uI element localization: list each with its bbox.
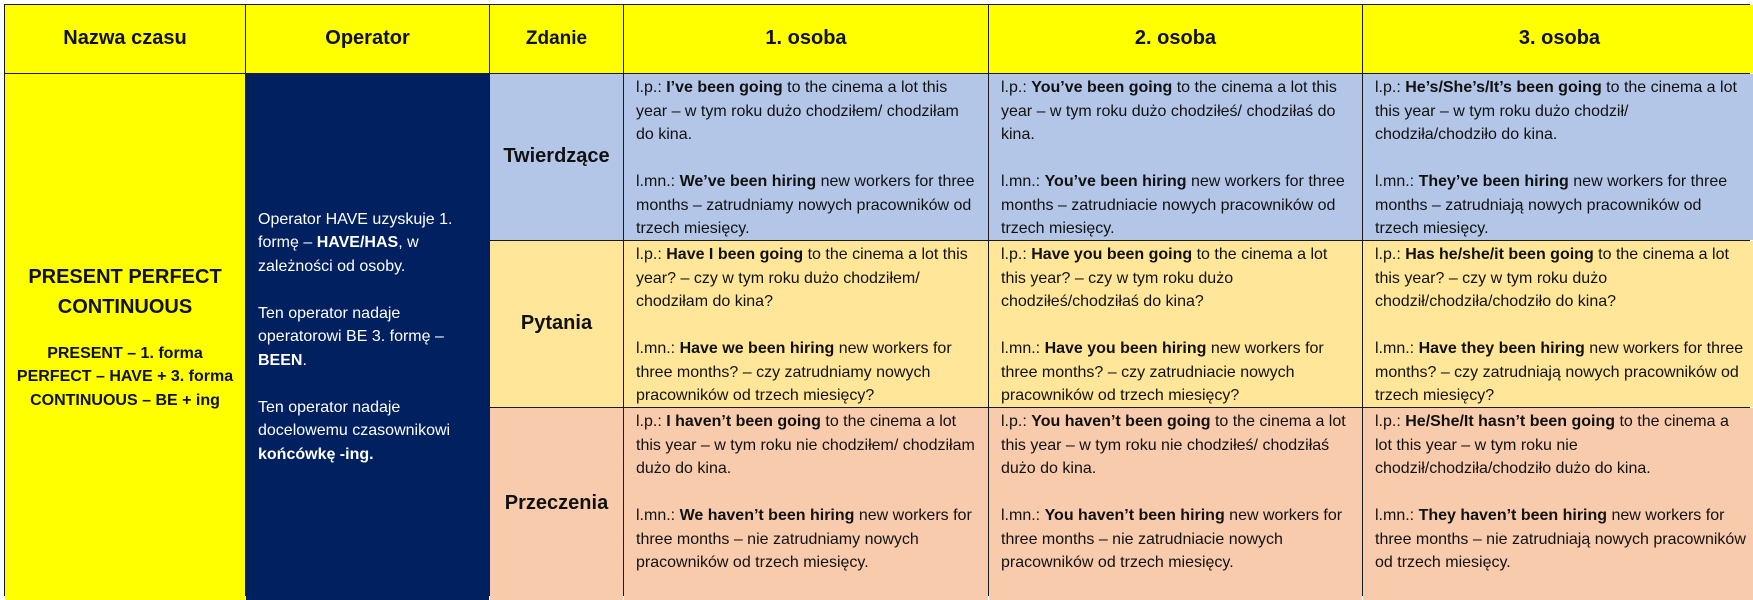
example-plural [1001, 337, 1352, 407]
plural-verb: They’ve been hiring [1418, 173, 1569, 190]
plural-label: l.mn.: [1001, 173, 1045, 190]
tense-title-line2: CONTINUOUS [57, 295, 193, 318]
plural-label: l.mn.: [636, 507, 680, 524]
header-first-person: 1. osoba [624, 5, 988, 73]
singular-verb: I’ve been going [666, 79, 783, 96]
tense-name-cell [5, 74, 245, 600]
singular-label: l.p.: [636, 246, 667, 263]
operator-note-1-text: Operator HAVE uzyskuje 1. formę – [258, 210, 453, 252]
singular-label: l.p.: [1001, 79, 1032, 96]
header-third-person: 3. osoba [1363, 5, 1753, 73]
example-singular [1375, 243, 1746, 314]
plural-verb: Have we been hiring [679, 340, 835, 357]
singular-rest: to the cinema a lot this year – w tym roku nie chodziłeś/ chodziłaś dużo do kina. [1001, 413, 1346, 477]
header-second-person: 2. osoba [989, 5, 1362, 73]
header-tense-name: Nazwa czasu [5, 5, 245, 73]
plural-label: l.mn.: [636, 173, 680, 190]
plural-label: l.mn.: [1375, 340, 1419, 357]
example-singular [1001, 410, 1352, 481]
operator-note-1-end: , w zależności od osoby. [258, 234, 419, 275]
header-sentence: Zdanie [490, 5, 623, 73]
tense-formula [17, 342, 233, 413]
singular-label: l.p.: [636, 413, 667, 430]
example-singular [636, 410, 978, 481]
singular-label: l.p.: [1001, 413, 1032, 430]
operator-note-3-bold: końcówkę -ing. [258, 445, 374, 463]
row-type-questions: Pytania [490, 241, 623, 407]
singular-rest: to the cinema a lot this year – w tym roku dużo chodziłeś/ chodziłaś do kina. [1001, 79, 1337, 143]
operator-note-2-text: Ten operator nadaje operatorowi BE 3. formę – [258, 304, 444, 346]
plural-rest: new workers for three months – zatrudniają nowych pracowników od trzech miesięcy. [1375, 173, 1728, 237]
tense-title [28, 262, 221, 322]
plural-label: l.mn.: [1375, 507, 1419, 524]
singular-label: l.p.: [1375, 79, 1406, 96]
affirmative-second-person [989, 74, 1362, 240]
plural-rest: new workers for three months – nie zatrudniają nowych pracowników od trzech miesięcy. [1375, 507, 1746, 571]
example-singular [1375, 76, 1746, 147]
singular-rest: to the cinema a lot this year – w tym roku dużo chodził/ chodziła/chodziło do kina. [1375, 79, 1737, 143]
formula-present: PRESENT – 1. forma [47, 344, 203, 362]
negatives-third-person [1363, 408, 1753, 600]
singular-verb: Has he/she/it been going [1405, 246, 1594, 263]
example-plural [1001, 504, 1352, 575]
singular-label: l.p.: [1375, 413, 1406, 430]
singular-verb: Have you been going [1031, 246, 1193, 263]
singular-label: l.p.: [1001, 246, 1032, 263]
plural-rest: new workers for three months? – czy zatrudniamy nowych pracowników od trzech miesięcy? [636, 340, 952, 404]
row-type-negatives: Przeczenia [490, 408, 623, 600]
plural-rest: new workers for three months – zatrudniamy nowych pracowników od trzech miesięcy. [636, 173, 975, 237]
operator-cell [246, 74, 489, 600]
affirmative-third-person [1363, 74, 1753, 240]
affirmative-first-person [624, 74, 988, 240]
example-plural [1375, 337, 1746, 407]
plural-verb: You’ve been hiring [1044, 173, 1187, 190]
singular-rest: to the cinema a lot this year – w tym roku nie chodziłem/ chodziłam dużo do kina. [636, 413, 975, 477]
plural-verb: They haven’t been hiring [1418, 507, 1608, 524]
plural-label: l.mn.: [1375, 173, 1419, 190]
formula-perfect: PERFECT – HAVE + 3. forma [16, 368, 234, 386]
tense-title-line1: PRESENT PERFECT [28, 265, 222, 288]
singular-verb: He’s/She’s/It’s been going [1405, 79, 1602, 96]
singular-verb: You’ve been going [1031, 79, 1173, 96]
singular-rest: to the cinema a lot this year? – czy w tym roku dużo chodziłem/ chodziłam do kina? [636, 246, 968, 310]
plural-label: l.mn.: [1001, 340, 1045, 357]
singular-label: l.p.: [636, 79, 667, 96]
example-singular [1375, 410, 1746, 481]
plural-verb: Have you been hiring [1044, 340, 1207, 357]
singular-rest: to the cinema a lot this year – w tym roku dużo chodziłem/ chodziłam do kina. [636, 79, 959, 143]
example-singular [636, 243, 978, 314]
plural-rest: new workers for three months? – czy zatrudniacie nowych pracowników od trzech miesięcy? [1001, 340, 1324, 404]
operator-note-2 [258, 302, 477, 373]
example-plural [636, 504, 978, 575]
questions-second-person [989, 241, 1362, 407]
operator-note-3 [258, 396, 477, 467]
plural-label: l.mn.: [1001, 507, 1045, 524]
singular-verb: He/She/It hasn’t been going [1405, 413, 1616, 430]
plural-verb: We haven’t been hiring [679, 507, 855, 524]
example-plural [1375, 170, 1746, 240]
example-plural [1375, 504, 1746, 575]
singular-verb: I haven’t been going [666, 413, 821, 430]
singular-label: l.p.: [1375, 246, 1406, 263]
example-plural [636, 170, 978, 240]
negatives-second-person [989, 408, 1362, 600]
singular-rest: to the cinema a lot this year – w tym roku nie chodził/chodziła/chodziło dużo do kina. [1375, 413, 1729, 477]
plural-rest: new workers for three months – zatrudniacie nowych pracowników od trzech miesięcy. [1001, 173, 1345, 237]
formula-continuous: CONTINUOUS – BE + ing [30, 391, 220, 409]
questions-first-person [624, 241, 988, 407]
example-singular [636, 76, 978, 147]
operator-note-3-text: Ten operator nadaje docelowemu czasownikowi [258, 398, 451, 440]
plural-verb: We’ve been hiring [679, 173, 817, 190]
plural-label: l.mn.: [636, 340, 680, 357]
questions-third-person [1363, 241, 1753, 407]
operator-note-2-end: . [302, 351, 307, 369]
negatives-first-person [624, 408, 988, 600]
singular-rest: to the cinema a lot this year? – czy w tym roku dużo chodził/chodziła/chodziło do kina? [1375, 246, 1729, 310]
singular-verb: Have I been going [666, 246, 804, 263]
plural-rest: new workers for three months? – czy zatrudniają nowych pracowników od trzech miesięcy? [1375, 340, 1744, 404]
plural-verb: Have they been hiring [1418, 340, 1585, 357]
example-singular [1001, 243, 1352, 314]
row-type-affirmative: Twierdzące [490, 74, 623, 240]
plural-rest: new workers for three months – nie zatrudniacie nowych pracowników od trzech miesięcy. [1001, 507, 1343, 571]
operator-note-1 [258, 208, 477, 279]
singular-rest: to the cinema a lot this year? – czy w tym roku dużo chodziłeś/chodziłaś do kina? [1001, 246, 1328, 310]
plural-verb: You haven’t been hiring [1044, 507, 1225, 524]
operator-note-1-bold: HAVE/HAS [316, 234, 399, 252]
operator-note-2-bold: BEEN [258, 351, 303, 369]
example-singular [1001, 76, 1352, 147]
example-plural [1001, 170, 1352, 240]
plural-rest: new workers for three months – nie zatrudniamy nowych pracowników od trzech miesięcy. [636, 507, 972, 571]
grammar-table [4, 4, 1750, 596]
singular-verb: You haven’t been going [1031, 413, 1211, 430]
example-plural [636, 337, 978, 407]
header-operator: Operator [246, 5, 489, 73]
